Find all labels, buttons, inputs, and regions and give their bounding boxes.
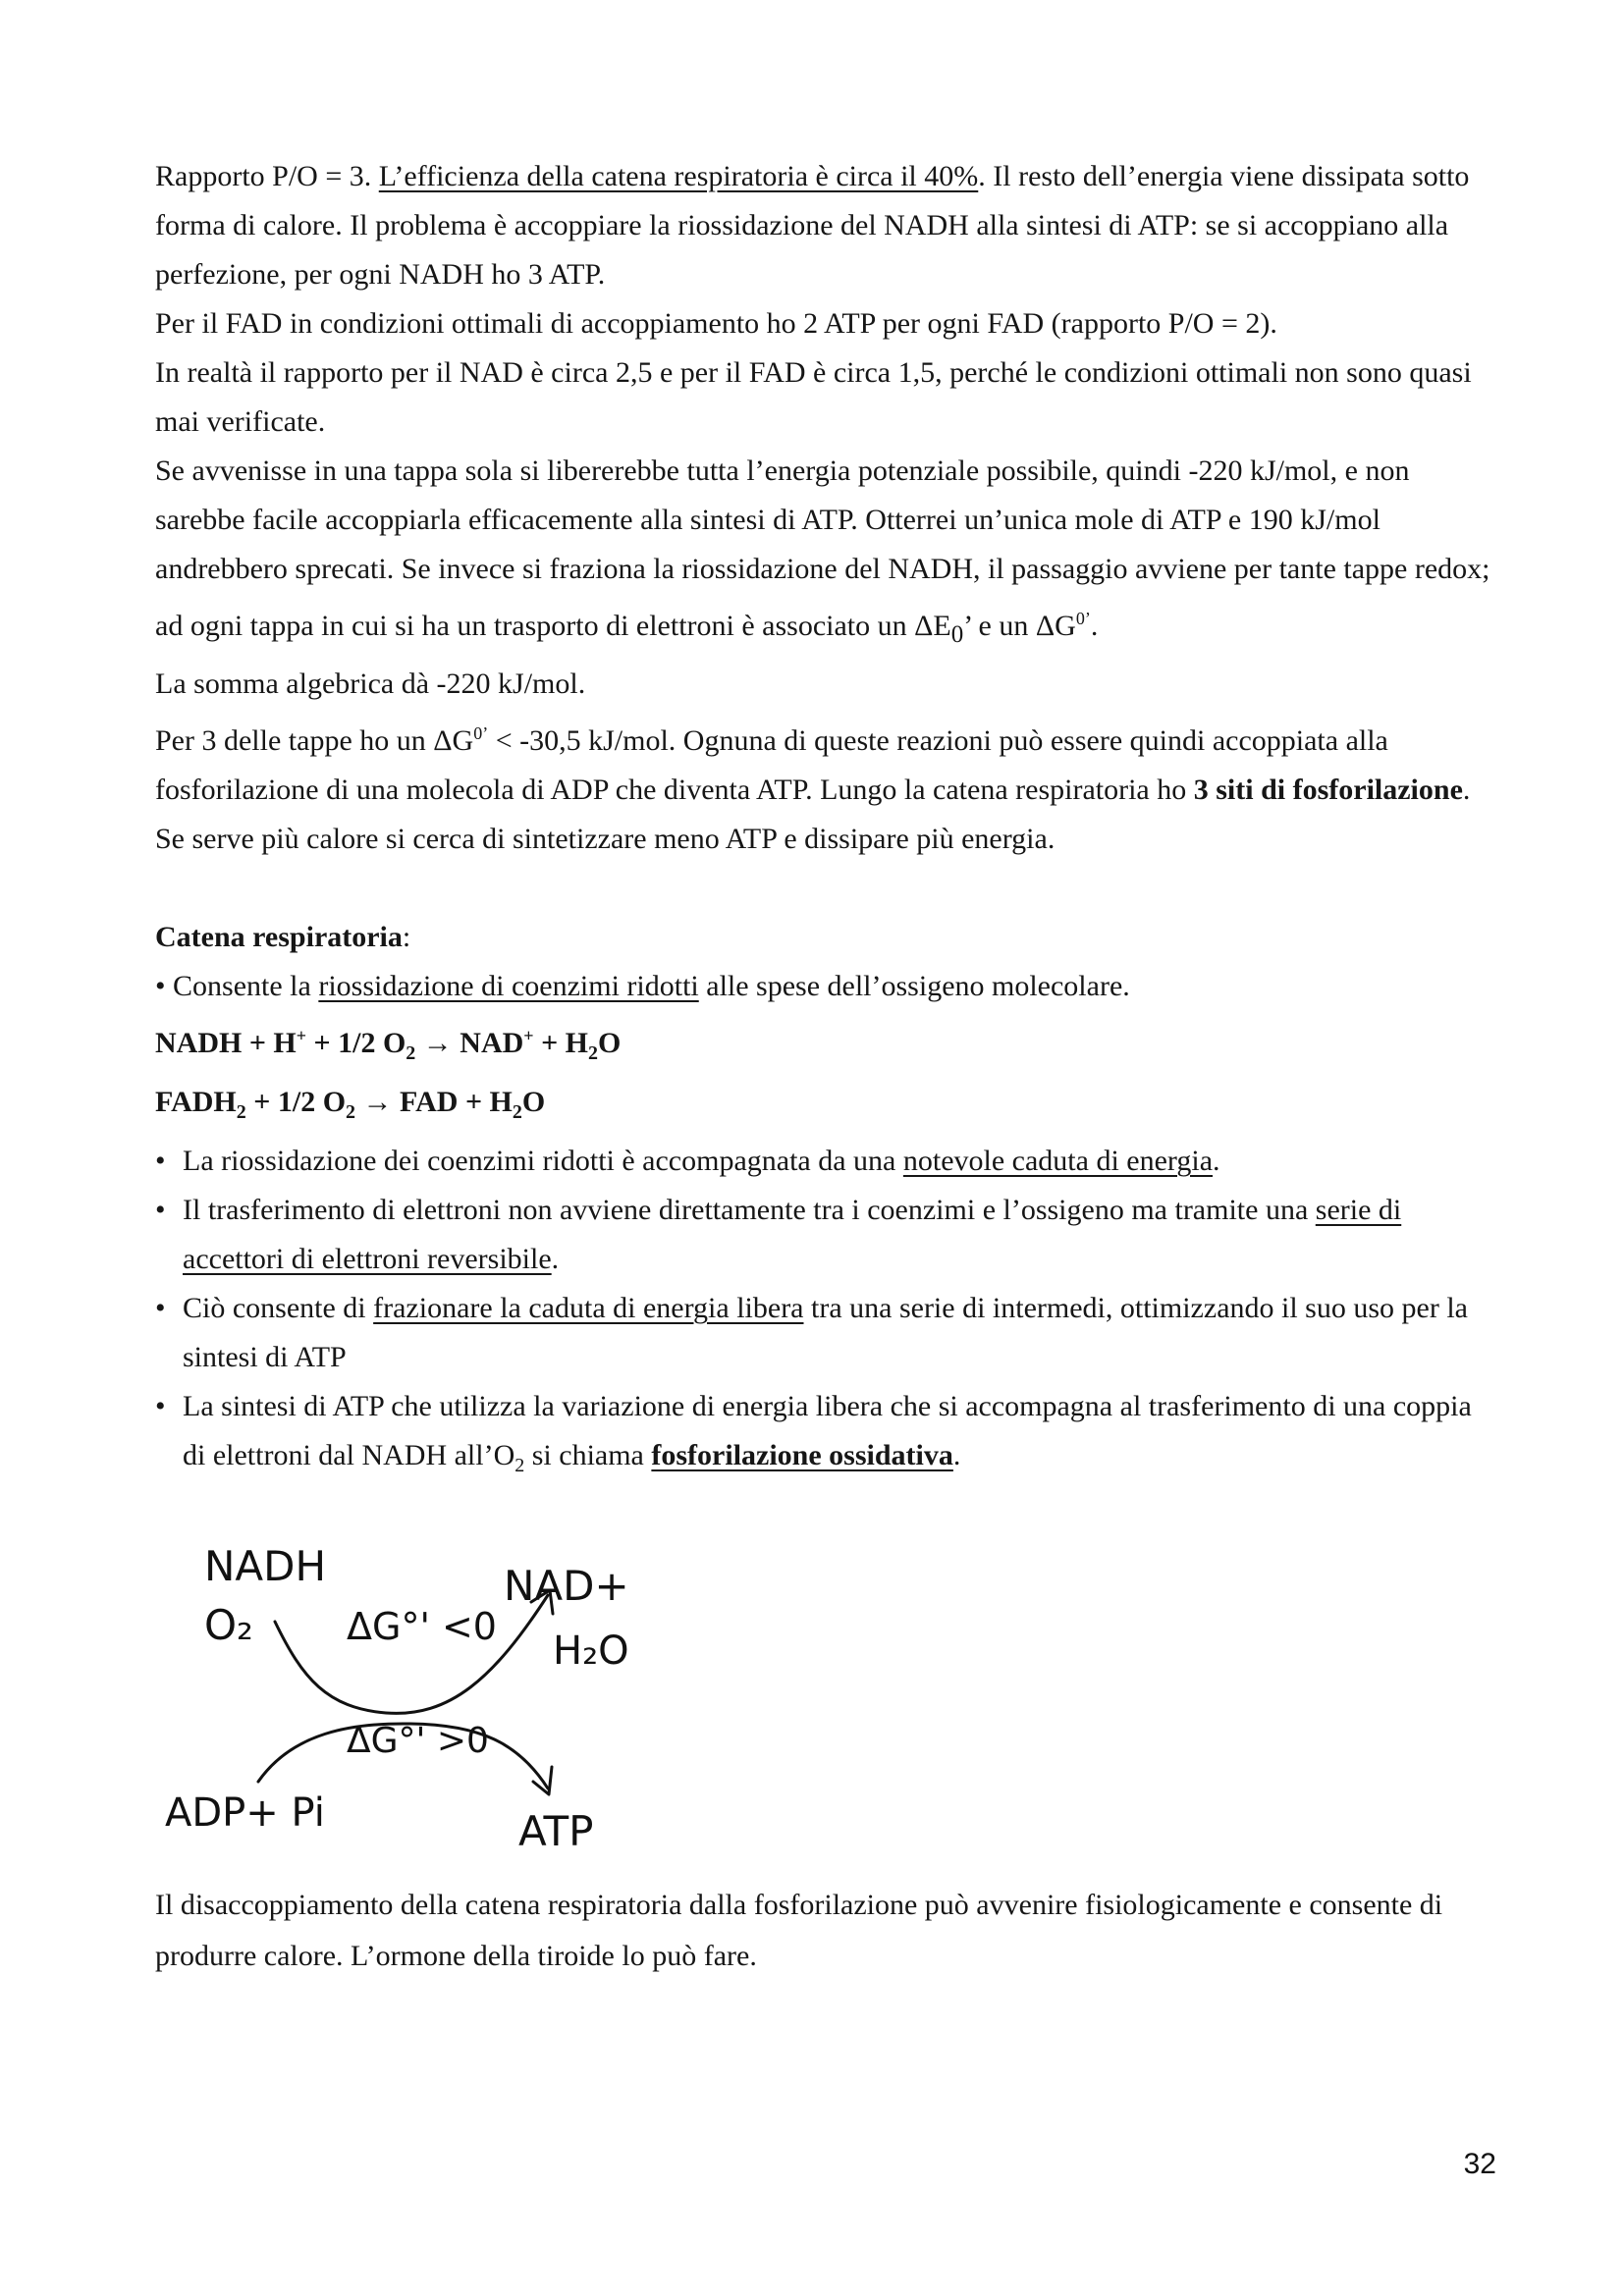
bold-phosphorylation-sites: 3 siti di fosforilazione (1193, 774, 1463, 806)
paragraph-phosphorylation-sites: Per 3 delle tappe ho un $\Delta G^{0’} < -30,5$ kJ/mol. Ognuna di queste reazioni può essere quindi accoppiata alla fosforilazione di una molecola di ADP che diventa ATP. Lungo la catena respiratoria ho 3 siti di fosforilazione. (155, 723, 1471, 806)
paragraph-uncoupling: Il disaccoppiamento della catena respiratoria dalla fosforilazione può avvenire fisiologicamente e consente di produrre calore. L’ormone della tiroide lo può fare. (155, 1889, 1443, 1972)
spacer (155, 864, 1495, 913)
underlined-efficiency: L’efficienza della catena respiratoria è circa il 40% (378, 160, 979, 192)
bullet-marker: • (155, 1145, 166, 1177)
paragraph-po-ratio: Rapporto P/O = 3. L’efficienza della catena respiratoria è circa il 40%. Il resto dell’energia viene dissipata sotto forma di calore. Il problema è accoppiare la riossidazione del NADH alla sintesi di ATP: se si accoppiano alla perfezione, per ogni NADH ho 3 ATP. (155, 160, 1470, 291)
label-h2o: H₂O (553, 1629, 629, 1674)
equation-fadh2: $FADH_2 + 1/2$ $O_2$ → FAD + $H_2O$ (155, 1086, 546, 1123)
label-dg-negative: ΔG°' <0 (347, 1605, 497, 1648)
bullet-marker: • (155, 1194, 166, 1226)
closing-text (155, 1880, 1495, 1982)
bold-oxidative-phosphorylation: fosforilazione ossidativa (651, 1439, 953, 1471)
paragraph-real-ratio: In realtà il rapporto per il NAD è circa 2,5 e per il FAD è circa 1,5, perché le condizioni ottimali non sono quasi mai verificate. (155, 356, 1472, 438)
main-text (155, 152, 1495, 1490)
bullet-item-5: • La sintesi di ATP che utilizza la variazione di energia libera che si accompagna al trasferimento di una coppia di elettroni dal NADH $all’O_2$ si chiama fosforilazione ossidativa. (155, 1382, 1495, 1490)
label-adp-pi: ADP+ Pi (165, 1790, 325, 1836)
bullet-item-3: • Il trasferimento di elettroni non avviene direttamente tra i coenzimi e l’ossigeno ma tramite una serie di accettori di elettroni reversibile. (155, 1186, 1495, 1284)
paragraph-fad: Per il FAD in condizioni ottimali di accoppiamento ho 2 ATP per ogni FAD (rapporto P/O = 2). (155, 307, 1277, 340)
page-number: 32 (1463, 2148, 1496, 2180)
bullet-item-4: • Ciò consente di frazionare la caduta di energia libera tra una serie di intermedi, ottimizzando il suo uso per la sintesi di ATP (155, 1284, 1495, 1382)
bullet-item-2: • La riossidazione dei coenzimi ridotti è accompagnata da una notevole caduta di energia. (155, 1137, 1495, 1186)
label-nadh: NADH (204, 1542, 327, 1590)
bullet-marker: • (155, 1292, 166, 1324)
coupling-diagram-svg (155, 1531, 666, 1865)
paragraph-single-step: Se avvenisse in una tappa sola si libererebbe tutta l’energia potenziale possibile, quindi -220 kJ/mol, e non sarebbe facile accoppiarla efficacemente alla sintesi di ATP. Otterrei un’unica mole di ATP e 190 kJ/mol andrebbero sprecati. Se invece si fraziona la riossidazione del NADH, il passaggio avviene per tante tappe redox; ad ogni tappa in cui si ha un trasporto di elettroni è associato un $\Delta E_0$’ e un $\Delta G^{0’}$. (155, 454, 1490, 648)
label-nad-plus: NAD+ (504, 1562, 629, 1610)
label-o2: O₂ (204, 1601, 253, 1649)
handwritten-coupling-diagram (155, 1531, 666, 1865)
paragraph-sum: La somma algebrica dà -220 kJ/mol. (155, 667, 586, 700)
paragraph-heat: Se serve più calore si cerca di sintetizzare meno ATP e dissipare più energia. (155, 823, 1056, 855)
bullet-marker: • (155, 970, 166, 1002)
bullet-item-1: • Consente la riossidazione di coenzimi ridotti alle spese dell’ossigeno molecolare. (155, 970, 1130, 1002)
section-heading: Catena respiratoria: (155, 921, 411, 953)
label-dg-positive: ΔG°' >0 (347, 1721, 489, 1761)
equation-nadh: NADH + H+ + 1/2 $O_2 \to NAD^+ + H_2O$ (155, 1026, 622, 1064)
label-atp: ATP (518, 1807, 594, 1855)
bullet-marker: • (155, 1390, 166, 1422)
